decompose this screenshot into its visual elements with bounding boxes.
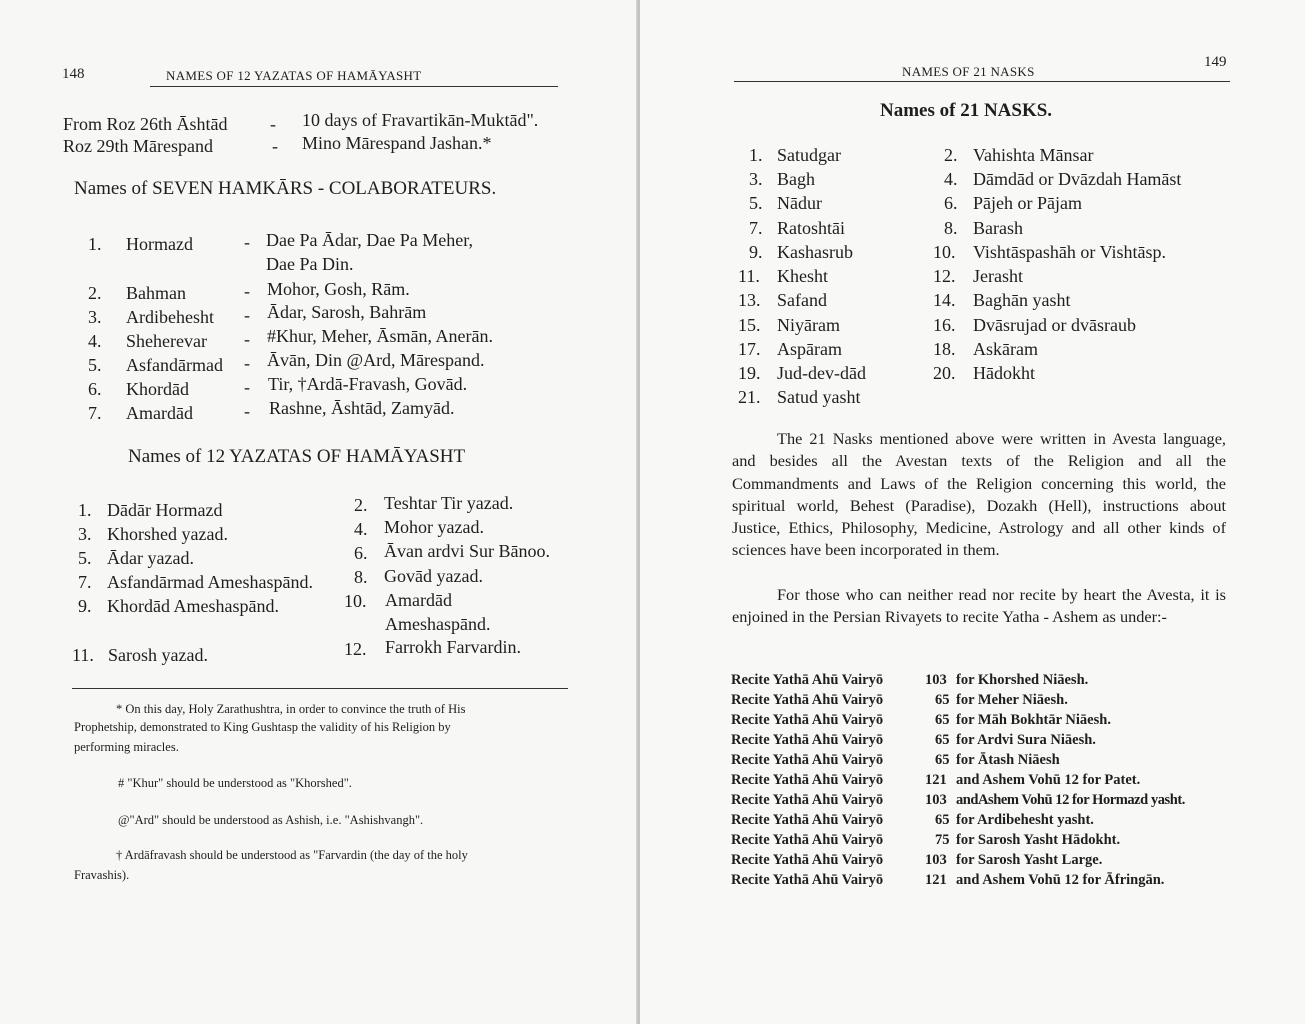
item-number: 15. xyxy=(738,315,761,335)
item-number: 5. xyxy=(749,193,763,213)
item-number: 1. xyxy=(749,145,763,165)
intro-desc: 10 days of Fravartikān-Muktād". xyxy=(302,110,539,130)
item-name: Khordād xyxy=(126,379,189,399)
recite-purpose: and Ashem Vohū 12 for Patet. xyxy=(956,772,1141,788)
intro-dash: - xyxy=(272,136,278,156)
item-number: 7. xyxy=(78,572,92,592)
footnote-line: @"Ard" should be understood as Ashish, i.e. "Ashishvangh". xyxy=(118,813,424,827)
item-number: 14. xyxy=(933,290,956,310)
item-dash: - xyxy=(244,329,250,349)
recite-count: 75 xyxy=(935,832,950,848)
item-number: 13. xyxy=(738,290,761,310)
item-number: 5. xyxy=(78,548,92,568)
item-name: Jud-dev-dād xyxy=(777,363,866,383)
item-number: 2. xyxy=(944,145,958,165)
recite-count: 65 xyxy=(935,712,950,728)
footnote-line: Prophetship, demonstrated to King Gushtasp the validity of his Religion by xyxy=(74,720,451,734)
item-number: 3. xyxy=(88,307,102,327)
item-name: Satud yasht xyxy=(777,387,861,407)
recite-count: 121 xyxy=(925,872,947,888)
item-name: Dāmdād or Dvāzdah Hamāst xyxy=(973,169,1182,189)
yazatas-heading: Names of 12 YAZATAS OF HAMĀYASHT xyxy=(128,446,466,467)
recite-purpose: for Ardvi Sura Niāesh. xyxy=(956,732,1096,748)
item-name: Kashasrub xyxy=(777,242,853,262)
hamkars-heading: Names of SEVEN HAMKĀRS - COLABORATEURS. xyxy=(74,178,497,199)
item-number: 18. xyxy=(933,339,956,359)
recite-prefix: Recite Yathā Ahū Vairyō xyxy=(731,792,884,808)
nasks-heading: Names of 21 NASKS. xyxy=(880,100,1053,121)
item-number: 11. xyxy=(738,266,760,286)
recite-purpose: for Māh Bokhtār Niāesh. xyxy=(956,712,1111,728)
item-number: 10. xyxy=(344,591,367,611)
recite-prefix: Recite Yathā Ahū Vairyō xyxy=(731,732,884,748)
item-name: Sarosh yazad. xyxy=(108,645,208,665)
item-name: Teshtar Tir yazad. xyxy=(384,493,514,513)
recite-prefix: Recite Yathā Ahū Vairyō xyxy=(731,672,884,688)
recite-purpose: for Ardibehesht yasht. xyxy=(956,812,1094,828)
item-desc: Āvān, Din @Ard, Mārespand. xyxy=(267,350,485,370)
recite-prefix: Recite Yathā Ahū Vairyō xyxy=(731,772,884,788)
recite-count: 65 xyxy=(935,812,950,828)
item-name: Asfandārmad Ameshaspānd. xyxy=(107,572,313,592)
item-desc: Mohor, Gosh, Rām. xyxy=(267,279,410,299)
recite-prefix: Recite Yathā Ahū Vairyō xyxy=(731,752,884,768)
item-name: Ameshaspānd. xyxy=(385,614,491,634)
item-name: Hormazd xyxy=(126,234,193,254)
item-number: 5. xyxy=(88,355,102,375)
item-name: Satudgar xyxy=(777,145,841,165)
item-name: Āvan ardvi Sur Bānoo. xyxy=(384,541,550,561)
recite-count: 103 xyxy=(925,852,947,868)
item-number: 4. xyxy=(944,169,958,189)
item-number: 9. xyxy=(78,596,92,616)
recite-prefix: Recite Yathā Ahū Vairyō xyxy=(731,872,884,888)
item-number: 3. xyxy=(749,169,763,189)
item-name: Mohor yazad. xyxy=(384,517,484,537)
item-desc: Dae Pa Din. xyxy=(266,254,354,274)
footnote-rule xyxy=(72,688,568,689)
item-name: Vishtāspashāh or Vishtāsp. xyxy=(973,242,1166,262)
footnote-line: # "Khur" should be understood as "Khorshed". xyxy=(118,776,352,790)
item-name: Bahman xyxy=(126,283,186,303)
item-number: 7. xyxy=(749,218,763,238)
item-desc: Ādar, Sarosh, Bahrām xyxy=(267,302,427,322)
item-name: Barash xyxy=(973,218,1023,238)
item-number: 19. xyxy=(738,363,761,383)
recite-prefix: Recite Yathā Ahū Vairyō xyxy=(731,812,884,828)
recite-purpose: andAshem Vohū 12 for Hormazd yasht. xyxy=(956,792,1185,808)
item-name: Dādār Hormazd xyxy=(107,500,223,520)
item-number: 12. xyxy=(344,639,367,659)
item-name: Khordād Ameshaspānd. xyxy=(107,596,279,616)
item-name: Khesht xyxy=(777,266,828,286)
recite-count: 65 xyxy=(935,752,950,768)
footnote-line: performing miracles. xyxy=(74,740,179,754)
item-desc: Dae Pa Ādar, Dae Pa Meher, xyxy=(266,230,473,250)
item-number: 9. xyxy=(749,242,763,262)
item-name: Vahishta Mānsar xyxy=(973,145,1094,165)
item-number: 21. xyxy=(738,387,761,407)
item-name: Sheherevar xyxy=(126,331,207,351)
page-number: 149 xyxy=(1204,54,1227,70)
intro-desc: Mino Mārespand Jashan.* xyxy=(302,133,492,153)
item-name: Baghān yasht xyxy=(973,290,1071,310)
item-dash: - xyxy=(244,305,250,325)
item-number: 6. xyxy=(944,193,958,213)
footnote-line: † Ardāfravash should be understood as "Farvardin (the day of the holy xyxy=(116,848,468,862)
item-name: Niyāram xyxy=(777,315,840,335)
intro-dash: - xyxy=(270,114,276,134)
item-number: 6. xyxy=(354,543,368,563)
item-dash: - xyxy=(244,353,250,373)
item-number: 12. xyxy=(933,266,956,286)
item-name: Asfandārmad xyxy=(126,355,223,375)
recite-purpose: for Sarosh Yasht Large. xyxy=(956,852,1103,868)
recite-prefix: Recite Yathā Ahū Vairyō xyxy=(731,692,884,708)
recite-prefix: Recite Yathā Ahū Vairyō xyxy=(731,852,884,868)
item-number: 1. xyxy=(88,234,102,254)
header-rule xyxy=(150,86,558,87)
item-number: 6. xyxy=(88,379,102,399)
running-head: NAMES OF 21 NASKS xyxy=(902,64,1035,79)
item-name: Dvāsrujad or dvāsraub xyxy=(973,315,1136,335)
item-number: 2. xyxy=(354,495,368,515)
item-name: Khorshed yazad. xyxy=(107,524,228,544)
footnote-line: * On this day, Holy Zarathushtra, in order to convince the truth of His xyxy=(116,702,466,716)
item-number: 10. xyxy=(933,242,956,262)
item-dash: - xyxy=(244,401,250,421)
item-dash: - xyxy=(244,377,250,397)
item-number: 3. xyxy=(78,524,92,544)
item-number: 4. xyxy=(88,331,102,351)
recite-count: 103 xyxy=(925,672,947,688)
item-name: Askāram xyxy=(973,339,1038,359)
item-number: 20. xyxy=(933,363,956,383)
recite-purpose: for Ātash Niāesh xyxy=(956,752,1060,768)
paragraph: The 21 Nasks mentioned above were written in Avesta language, and besides all the Avestan texts of the Religion and all the Commandments and Laws of the Religion concerning this world, the spiritual world, Behest (Paradise), Dozakh (Hell), instructions about Justice, Ethics, Philosophy, Medicine, Astrology and all other kinds of sciences have been incorporated in them. xyxy=(732,429,1226,560)
item-dash: - xyxy=(244,281,250,301)
item-number: 4. xyxy=(354,519,368,539)
recite-prefix: Recite Yathā Ahū Vairyō xyxy=(731,832,884,848)
recite-purpose: for Sarosh Yasht Hādokht. xyxy=(956,832,1121,848)
item-name: Bagh xyxy=(777,169,815,189)
item-number: 11. xyxy=(72,645,94,665)
item-dash: - xyxy=(244,232,250,252)
item-name: Ratoshtāi xyxy=(777,218,845,238)
item-name: Pājeh or Pājam xyxy=(973,193,1082,213)
item-name: Nādur xyxy=(777,193,822,213)
item-name: Ardibehesht xyxy=(126,307,214,327)
item-name: Farrokh Farvardin. xyxy=(385,637,521,657)
left-page xyxy=(0,0,638,1024)
recite-count: 121 xyxy=(925,772,947,788)
recite-count: 65 xyxy=(935,692,950,708)
item-name: Ādar yazad. xyxy=(107,548,194,568)
item-desc: #Khur, Meher, Āsmān, Anerān. xyxy=(267,326,494,346)
intro-term: Roz 29th Mārespand xyxy=(63,136,213,156)
item-name: Amardād xyxy=(385,590,452,610)
recite-purpose: for Khorshed Niāesh. xyxy=(956,672,1089,688)
item-number: 7. xyxy=(88,403,102,423)
item-desc: Rashne, Āshtād, Zamyād. xyxy=(269,398,455,418)
page-number: 148 xyxy=(62,66,85,82)
item-number: 16. xyxy=(933,315,956,335)
intro-term: From Roz 26th Āshtād xyxy=(63,114,228,134)
footnote-line: Fravashis). xyxy=(74,868,130,882)
item-name: Aspāram xyxy=(777,339,842,359)
item-name: Jerasht xyxy=(973,266,1023,286)
header-rule xyxy=(734,81,1230,82)
item-name: Amardād xyxy=(126,403,193,423)
recite-count: 65 xyxy=(935,732,950,748)
item-name: Safand xyxy=(777,290,827,310)
recite-purpose: for Meher Niāesh. xyxy=(956,692,1068,708)
item-name: Hādokht xyxy=(973,363,1035,383)
item-number: 8. xyxy=(944,218,958,238)
item-number: 17. xyxy=(738,339,761,359)
right-page xyxy=(640,0,1305,1024)
item-name: Govād yazad. xyxy=(384,566,483,586)
recite-prefix: Recite Yathā Ahū Vairyō xyxy=(731,712,884,728)
item-number: 2. xyxy=(88,283,102,303)
recite-purpose: and Ashem Vohū 12 for Āfringān. xyxy=(956,872,1165,888)
item-number: 8. xyxy=(354,567,368,587)
item-desc: Tir, †Ardā-Fravash, Govād. xyxy=(268,374,468,394)
paragraph: For those who can neither read nor recite by heart the Avesta, it is enjoined in the Persian Rivayets to recite Yatha - Ashem as under:- xyxy=(732,585,1226,627)
recite-count: 103 xyxy=(925,792,947,808)
running-head: NAMES OF 12 YAZATAS OF HAMĀYASHT xyxy=(166,68,422,83)
item-number: 1. xyxy=(78,500,92,520)
